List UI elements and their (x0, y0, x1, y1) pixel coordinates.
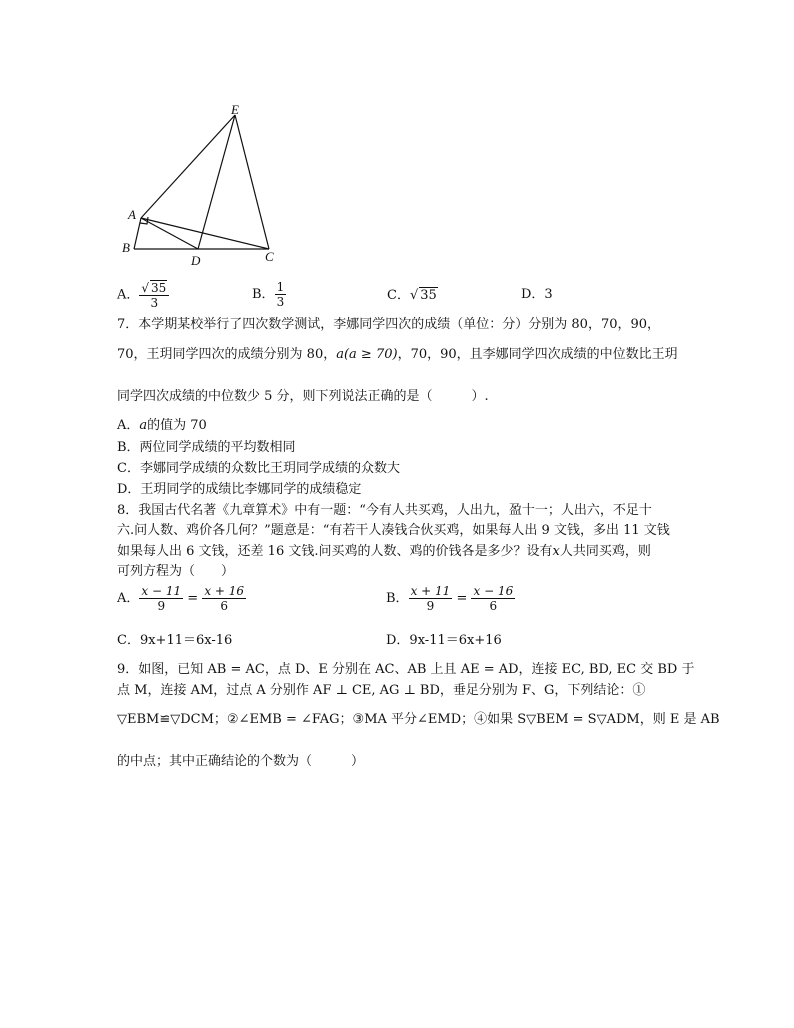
q9-line-4: 的中点；其中正确结论的个数为（ ） (117, 754, 365, 769)
point-label-c: C (265, 249, 274, 264)
q8-option-d: D．9x-11＝6x+16 (386, 633, 502, 648)
q7-option-a: A．a的值为 70 (117, 418, 207, 433)
q8-line-3: 如果每人出 6 文钱，还差 16 文钱.问买鸡的人数、鸡的价钱各是多少？设有x人共同买鸡，则 (117, 544, 651, 559)
q8-option-a: A． $\frac{x - 11}{9}$ = $\frac{x + 16}{6}$ (117, 584, 245, 613)
point-label-d: D (191, 253, 201, 268)
q8-line-1: 8．我国古代名著《九章算术》中有一题：“今有人共买鸡，人出九，盈十一；人出六，不足十 (117, 503, 652, 518)
point-label-b: B (122, 240, 130, 255)
q8-line-2: 六.问人数、鸡价各几何？”题意是：“有若干人凑钱合伙买鸡，如果每人出 9 文钱，多出 11 文钱 (117, 523, 670, 538)
segment-ad (141, 218, 198, 249)
q6-option-b: B． $\frac{1}{3}$ (252, 280, 285, 309)
point-label-a: A (128, 207, 136, 222)
q9-line-3: ▽EBM≌▽DCM；②∠EMB = ∠FAG；③MA 平分∠EMD；④如果 S▽BEM = S▽ADM，则 E 是 AB (117, 712, 720, 727)
q7-option-c: C．李娜同学成绩的众数比王玥同学成绩的众数大 (117, 461, 400, 476)
q6-option-a: A． $\frac{√ 35}{3}$ (117, 280, 169, 310)
q6-option-d: D．3 (521, 287, 553, 302)
q7-line-3: 同学四次成绩的中位数少 5 分，则下列说法正确的是（ ）. (117, 389, 489, 404)
point-label-e: E (231, 102, 239, 117)
q7-line-2: 70，王玥同学四次的成绩分别为 80，a(a ≥ 70)，70，90，且李娜同学四次成绩的中位数比王玥 (117, 347, 678, 362)
triangle-figure (110, 100, 290, 270)
q9-line-1: 9．如图，已知 AB = AC，点 D、E 分别在 AC、AB 上且 AE = AD，连接 EC, BD, EC 交 BD 于 (117, 662, 695, 677)
q7-option-d: D．王玥同学的成绩比李娜同学的成绩稳定 (117, 482, 362, 497)
q7-option-b: B．两位同学成绩的平均数相同 (117, 440, 296, 455)
q8-option-b: B． $\frac{x + 11}{9}$ = $\frac{x - 16}{6}$ (386, 584, 514, 613)
segment-ec (235, 115, 269, 249)
q9-line-2: 点 M，连接 AM，过点 A 分别作 AF ⊥ CE, AG ⊥ BD，垂足分别为 F、G，下列结论：① (117, 683, 646, 698)
q6-option-c: C．√ 35 (387, 288, 437, 303)
q8-line-4: 可列方程为（ ） (117, 564, 235, 579)
q7-line-1: 7．本学期某校举行了四次数学测试，李娜同学四次的成绩（单位：分）分别为 80，70，90， (117, 317, 661, 332)
q8-option-c: C．9x+11＝6x-16 (117, 633, 233, 648)
